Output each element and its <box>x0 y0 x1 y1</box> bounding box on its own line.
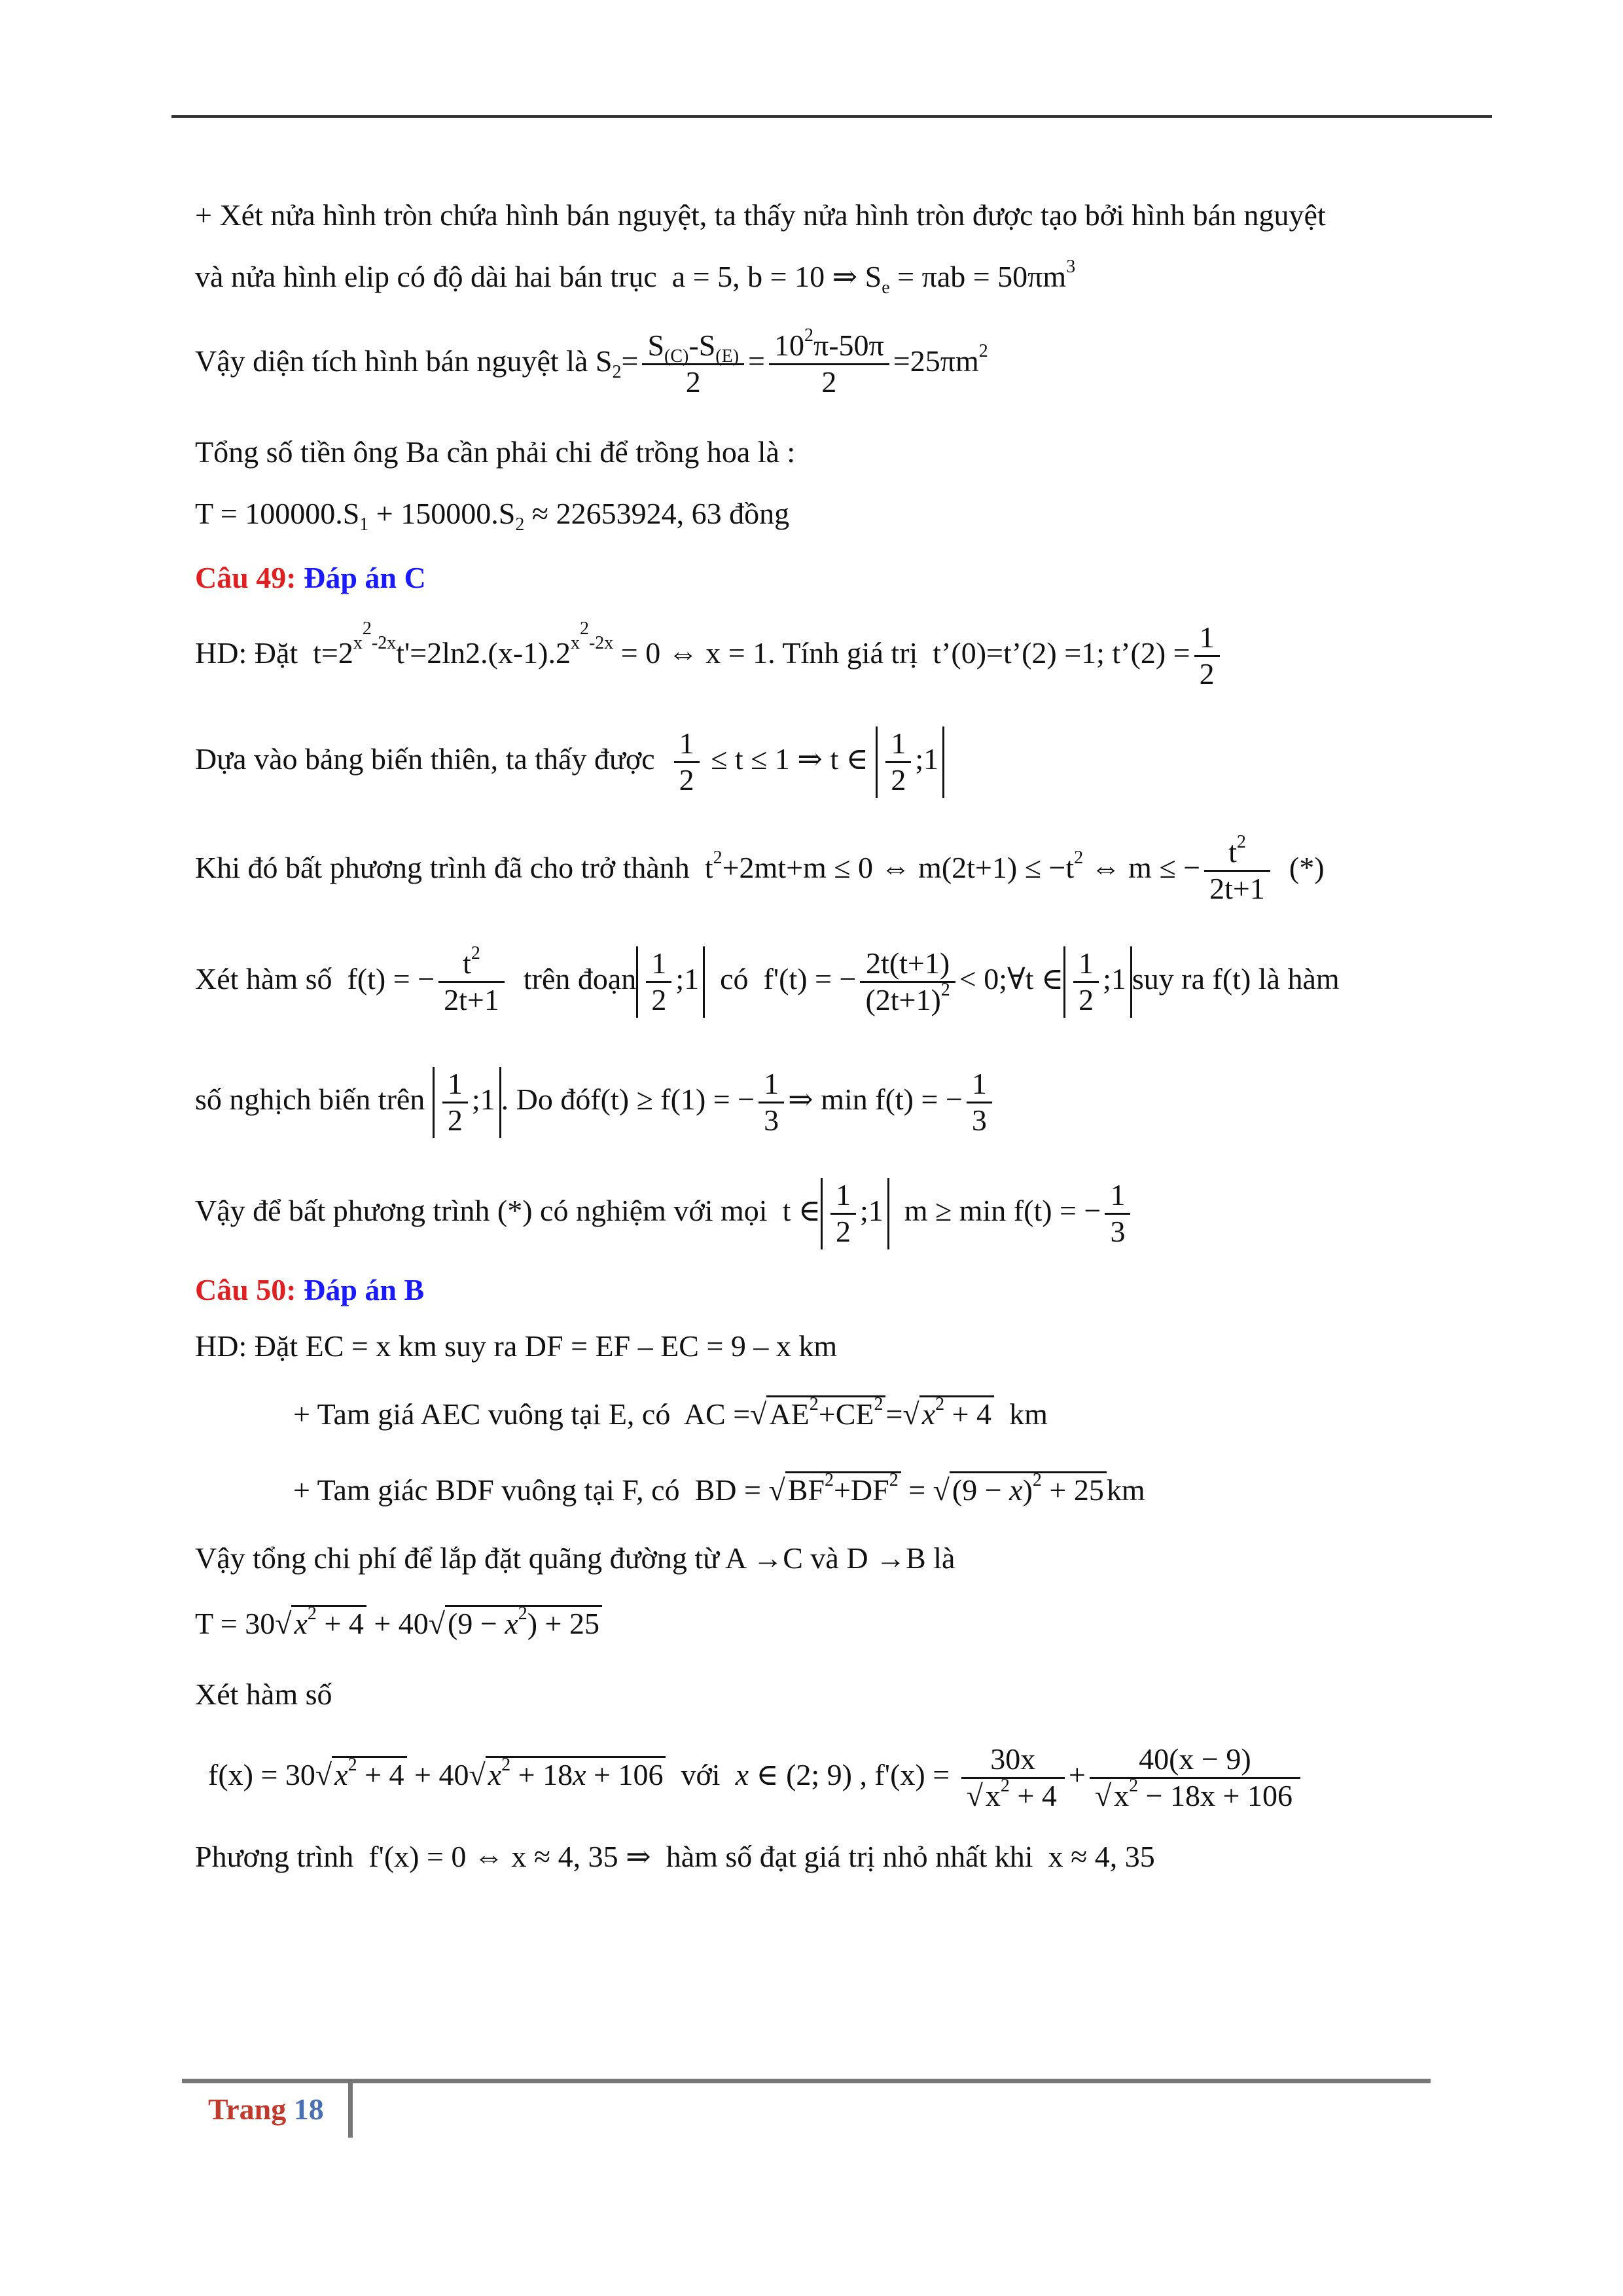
footer-rule <box>182 2079 1431 2083</box>
text-line: Dựa vào bảng biến thiên, ta thấy được $\frac{1}{2}$ ≤ t ≤ 1 ⇒ t ∈ $\frac{1}{2}$ ;1 <box>195 726 944 798</box>
text-line: $T = 100000.S_1 + 150000.S_2 \approx 22653924$, 63 đồng <box>195 497 790 535</box>
text-line: và nửa hình elip có độ dài hai bán trục a = 5, b = 10 ⇒ $S_e = \pi ab = 50\pi m^3$ <box>195 257 1076 298</box>
text-line: Xét hàm số <box>195 1677 332 1711</box>
text-line: HD: Đặt $t=2^{x^2-2x}t'=2\ln 2.(x-1).2^{x^2-2x} = 0$ ⇔ x = 1. Tính giá trị t’(0)=t’(2) =1; t’(2) = $\frac{1}{2}$ <box>195 620 1224 692</box>
text-line: số nghịch biến trên $\frac{1}{2}$ ;1 . Do đóf(t) ≥ f(1) = − $\frac{1}{3}$ ⇒ min f(t) = − $\frac{1}{3}$ <box>195 1067 996 1138</box>
question-49-heading: Câu 49: Đáp án C <box>195 561 426 594</box>
text-line: Xét hàm số f(t) = − $\frac{t^2}{2t+1}$ trên đoạn $\frac{1}{2}$ ;1 có f'(t) = − $\frac{2t(t+1)}{(2t+1)^2}$ < 0;∀t ∈ $\frac{1}{2}$ ;1 suy ra f(t) là hàm <box>195 943 1340 1016</box>
text-line: Tổng số tiền ông Ba cần phải chi để trồng hoa là : <box>195 435 796 469</box>
text-line: + Tam giác BDF vuông tại F, có BD = $√BF^2+DF^2 = √(9 - x)^2 + 25km$ <box>293 1470 1145 1507</box>
header-rule <box>171 115 1492 118</box>
text-line: Vậy để bất phương trình (*) có nghiệm với mọi t ∈ $\frac{1}{2}$ ;1 m ≥ min f(t) = − $\frac{1}{3}$ <box>195 1178 1134 1249</box>
text-line: Khi đó bất phương trình đã cho trở thành $t^2+2mt+m \le 0$ ⇔ $m(2t+1) \le -t^2$ ⇔ m ≤ − $\frac{t^2}{2t+1}$ (*) <box>195 832 1325 905</box>
page-number: Trang 18 <box>208 2092 324 2126</box>
area-formula-line: Vậy diện tích hình bán nguyệt là $S_2=$ $\frac{S_{(C)}-S_{(E)}}{2}$ = $\frac{10^2\pi-50\pi}{2}$ $=25\pi m^2$ <box>195 325 988 399</box>
text-line: + Tam giá AEC vuông tại E, có AC $=√AE^2+CE^2=√x^2 + 4$ km <box>293 1394 1048 1431</box>
footer-divider <box>348 2080 353 2138</box>
text-line: $f(x) = 30√x^2 + 4 + 40√x^2 + 18x + 106$ với x ∈ (2; 9) , f'(x) = $\frac{30x}{√x^2 + 4}$ + $\frac{40(x - 9)}{√x^2 - 18x + 106}$ <box>208 1742 1304 1814</box>
text-line: $T = 30√x^2 + 4 + 40√(9 - x^2) + 25$ <box>195 1609 602 1639</box>
text-line: HD: Đặt EC = x km suy ra DF = EF – EC = 9 – x km <box>195 1329 838 1363</box>
text-line: Vậy tổng chi phí để lắp đặt quãng đường từ A →C và D →B là <box>195 1541 955 1575</box>
text-line: + Xét nửa hình tròn chứa hình bán nguyệt, ta thấy nửa hình tròn được tạo bởi hình bán nguyệt <box>195 198 1326 232</box>
question-50-heading: Câu 50: Đáp án B <box>195 1273 425 1306</box>
text-line: Phương trình f'(x) = 0 ⇔ x ≈ 4, 35 ⇒ hàm số đạt giá trị nhỏ nhất khi x ≈ 4, 35 <box>195 1840 1155 1873</box>
